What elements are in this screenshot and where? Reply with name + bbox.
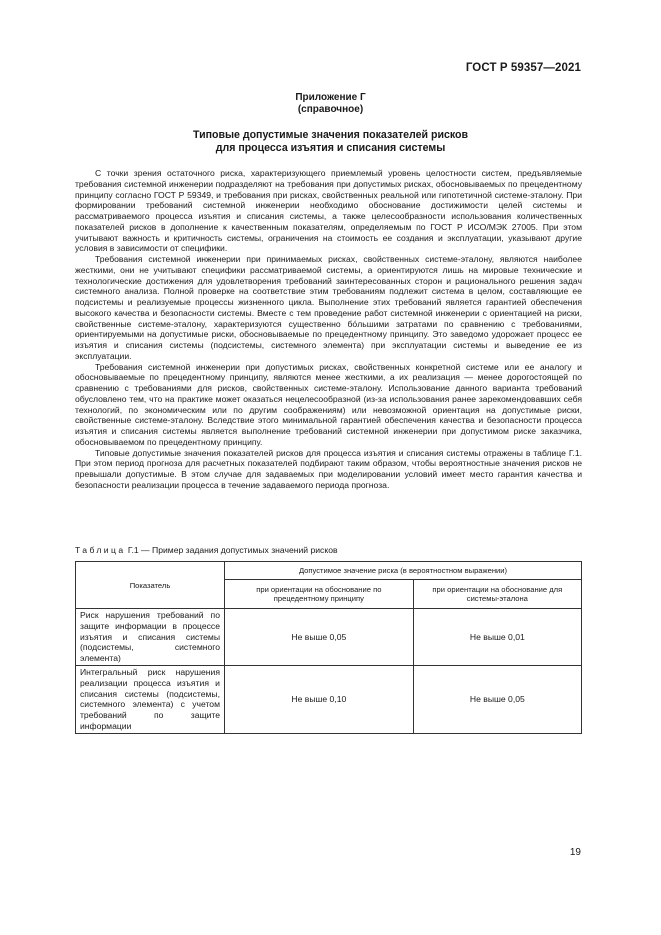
row-value-precedent: Не выше 0,05 <box>225 609 414 666</box>
paragraph-3: Требования системной инженерии при допустимых рисках, свойственных конкретной системе или ее аналогу и обосновываемые по прецедентному принципу, являются менее жесткими, а их реализация — менее дорогостоящей по сравнению с требованиями для рисков, свойственных системе-эталону. Использование данного варианта требований обусловлено тем, что на практике может оказаться нецелесообразной (из-за использования ранее зарекомендовавших себя технологий, по экономическим или по другим соображениям) или невозможной ориентация на допустимые риски, свойственные системе-эталону. Вследствие этого минимальной гарантией обеспечения качества и безопасности процесса изъятия и списания системы является выполнение требований системной инженерии при допустимом риске заказчика, обосновываемом по прецедентному принципу. <box>75 361 582 447</box>
appendix-title <box>0 129 661 155</box>
header-reference: при ориентации на обоснование для системы-эталона <box>413 580 581 609</box>
title-line-2: для процесса изъятия и списания системы <box>215 142 446 154</box>
page-number: 19 <box>569 847 581 858</box>
row-value-reference: Не выше 0,05 <box>413 666 581 734</box>
paragraph-2: Требования системной инженерии при принимаемых рисках, свойственных системе-эталону, являются наиболее жесткими, они не учитывают специфики рассматриваемой системы, а ориентируются лишь на мировые технические и технологические достижения для удовлетворения требований заинтересованных сторон и рационального решения задач системного анализа. Полной проверке на соответствие этим требованиям подлежит система в целом, составляющие ее подсистемы и реализуемые процессы жизненного цикла. Выполнение этих требований является гарантией обеспечения высокого качества и безопасности системы. Вместе с тем проведение работ системной инженерии с ориентацией на риски, свойственные системе-эталону, характеризуются существенно бо́льшими затратами по сравнению с требованиями, ориентируемыми на допустимые риски, обосновываемые по прецедентному принципу. Это заведомо удорожает процесс ее изъятия и списания системы (подсистемы, системного элемента) при эксплуатации системы и выведение ее из эксплуатации. <box>75 254 582 361</box>
header-precedent: при ориентации на обоснование по прецедентному принципу <box>225 580 414 609</box>
table-header-row <box>76 562 582 580</box>
row-value-precedent: Не выше 0,10 <box>225 666 414 734</box>
table-caption-label: Таблица <box>75 545 126 555</box>
document-code: ГОСТ Р 59357—2021 <box>465 62 581 74</box>
header-allowed-risk: Допустимое значение риска (в вероятностном выражении) <box>225 562 582 580</box>
header-indicator: Показатель <box>76 562 225 609</box>
appendix-label: Приложение Г <box>295 92 366 103</box>
paragraph-1: С точки зрения остаточного риска, характеризующего приемлемый уровень целостности систем, предъявляемые требования системной инженерии подразделяют на требования при допустимых рисках, обосновываемых по прецедентному принципу согласно ГОСТ Р 59349, и требования при рисках, свойственных реальной или гипотетичной системе-эталону. При формировании требований системной инженерии необходимо обоснование достижимости целей системы и рассматриваемого процесса изъятия и списания системы, а также целесообразности использования количественных показателей рисков в дополнение к качественным показателям, определяемым по ГОСТ Р ИСО/МЭК 27005. При этом учитывают важность и критичность системы, ограничения на стоимость ее создания и эксплуатации, указывают другие условия в зависимости от специфики. <box>75 168 582 254</box>
risk-values-table <box>75 561 582 734</box>
appendix-note: (справочное) <box>297 104 364 115</box>
row-value-reference: Не выше 0,01 <box>413 609 581 666</box>
table-row <box>76 609 582 666</box>
table-row <box>76 666 582 734</box>
row-indicator: Риск нарушения требований по защите информации в процессе изъятия и списания системы (подсистемы, системного элемента) <box>76 609 225 666</box>
appendix-heading <box>0 92 661 116</box>
title-line-1: Типовые допустимые значения показателей рисков <box>193 129 468 141</box>
body-text <box>75 168 582 491</box>
table-caption <box>75 545 338 556</box>
paragraph-4: Типовые допустимые значения показателей рисков для процесса изъятия и списания системы отражены в таблице Г.1. При этом период прогноза для расчетных показателей подбирают таким образом, чтобы вероятностные значения рисков не превышали допустимые. В этом случае для задаваемых при моделировании условий имеет место гарантия качества и безопасности реализации процесса в течение задаваемого периода прогноза. <box>75 447 582 490</box>
row-indicator: Интегральный риск нарушения реализации процесса изъятия и списания системы (подсистемы, системного элемента) с учетом требований по защите информации <box>76 666 225 734</box>
table-caption-text: Г.1 — Пример задания допустимых значений рисков <box>127 545 338 555</box>
